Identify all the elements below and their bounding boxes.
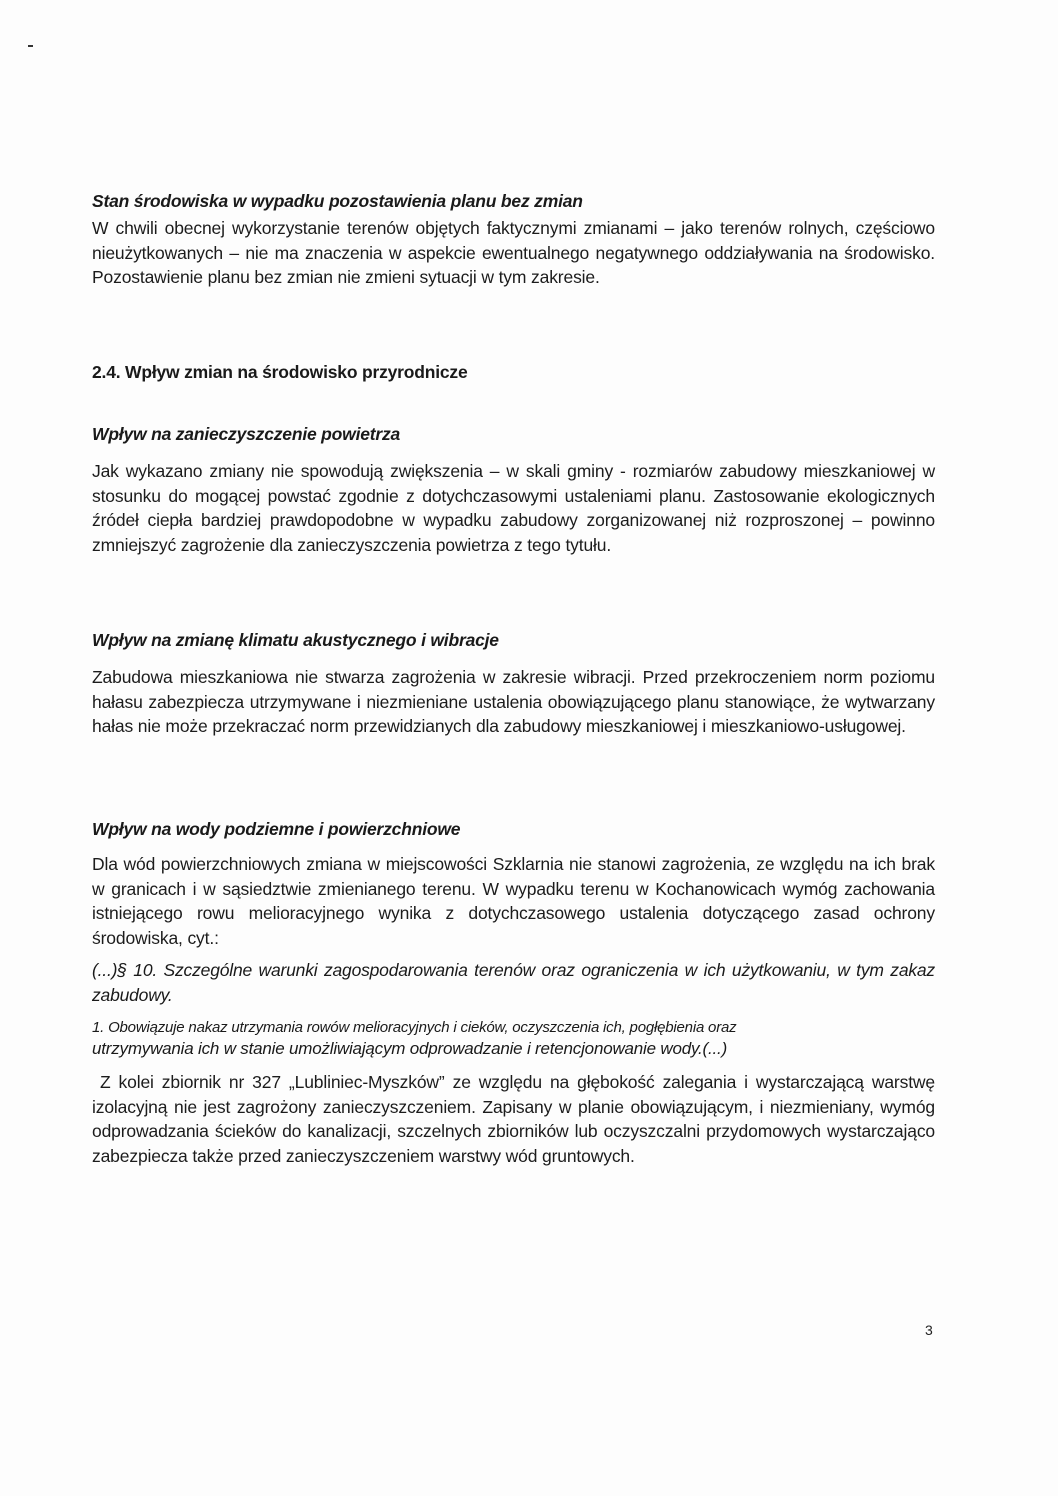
quoted-item-line: 1. Obowiązuje nakaz utrzymania rowów melioracyjnych i cieków, oczyszczenia ich, pogłębienia oraz xyxy=(92,1019,737,1036)
section-2-4 xyxy=(92,361,935,383)
paragraph: Jak wykazano zmiany nie spowodują zwiększenia – w skali gminy - rozmiarów zabudowy mieszkaniowej w stosunku do mogącej powstać zgodnie z dotychczasowymi ustaleniami planu. Zastosowanie ekologicznych źródeł ciepła bardziej prawdopodobne w wypadku zabudowy zorganizowanej niż rozproszonej – powinno zmniejszyć zagrożenie dla zanieczyszczenia powietrza z tego tytułu. xyxy=(92,461,935,555)
section-waters xyxy=(92,818,935,1168)
section-air-pollution xyxy=(92,423,935,557)
quoted-item-line: utrzymywania ich w stanie umożliwiającym odprowadzanie i retencjonowanie wody.(...) xyxy=(92,1039,728,1058)
scan-mark xyxy=(28,45,33,47)
section-heading: Wpływ na zanieczyszczenie powietrza xyxy=(92,424,401,444)
section-heading: Wpływ na zmianę klimatu akustycznego i wibracje xyxy=(92,630,499,650)
paragraph: Z kolei zbiornik nr 327 „Lubliniec-Myszków” ze względu na głębokość zalegania i wystarczającą warstwę izolacyjną nie jest zagrożony zanieczyszczeniem. Zapisany w planie obowiązującym, i niezmieniany, wymóg odprowadzania ścieków do kanalizacji, szczelnych zbiorników lub oczyszczalni przydomowych wystarczająco zabezpiecza także przed zanieczyszczeniem warstwy wód gruntowych. xyxy=(92,1072,935,1166)
section-heading: Wpływ na wody podziemne i powierzchniowe xyxy=(92,819,461,839)
paragraph: Zabudowa mieszkaniowa nie stwarza zagrożenia w zakresie wibracji. Przed przekroczeniem norm poziomu hałasu zabezpiecza utrzymywane i niezmieniane ustalenia obowiązującego planu stanowiące, że wytwarzany hałas nie może przekraczać norm przewidzianych dla zabudowy mieszkaniowej i mieszkaniowo-usługowej. xyxy=(92,667,935,736)
paragraph: Dla wód powierzchniowych zmiana w miejscowości Szklarnia nie stanowi zagrożenia, ze względu na ich brak w granicach i w sąsiedztwie zmienianego terenu. W wypadku terenu w Kochanowicach wymóg zachowania istniejącego rowu melioracyjnego wynika z dotychczasowego ustalenia dotyczącego zasad ochrony środowiska, cyt.: xyxy=(92,854,935,948)
page-number: 3 xyxy=(925,1322,933,1338)
chapter-heading: 2.4. Wpływ zmian na środowisko przyrodnicze xyxy=(92,362,468,382)
quoted-regulation: (...)§ 10. Szczególne warunki zagospodarowania terenów oraz ograniczenia w ich użytkowaniu, w tym zakaz zabudowy. xyxy=(92,960,935,1005)
section-heading: Stan środowiska w wypadku pozostawienia planu bez zmian xyxy=(92,191,583,211)
section-plan-unchanged xyxy=(92,190,935,290)
section-acoustic-climate xyxy=(92,629,935,739)
paragraph: W chwili obecnej wykorzystanie terenów objętych faktycznymi zmianami – jako terenów rolnych, częściowo nieużytkowanych – nie ma znaczenia w aspekcie ewentualnego negatywnego oddziaływania na środowisko. Pozostawienie planu bez zmian nie zmieni sytuacji w tym zakresie. xyxy=(92,218,935,287)
